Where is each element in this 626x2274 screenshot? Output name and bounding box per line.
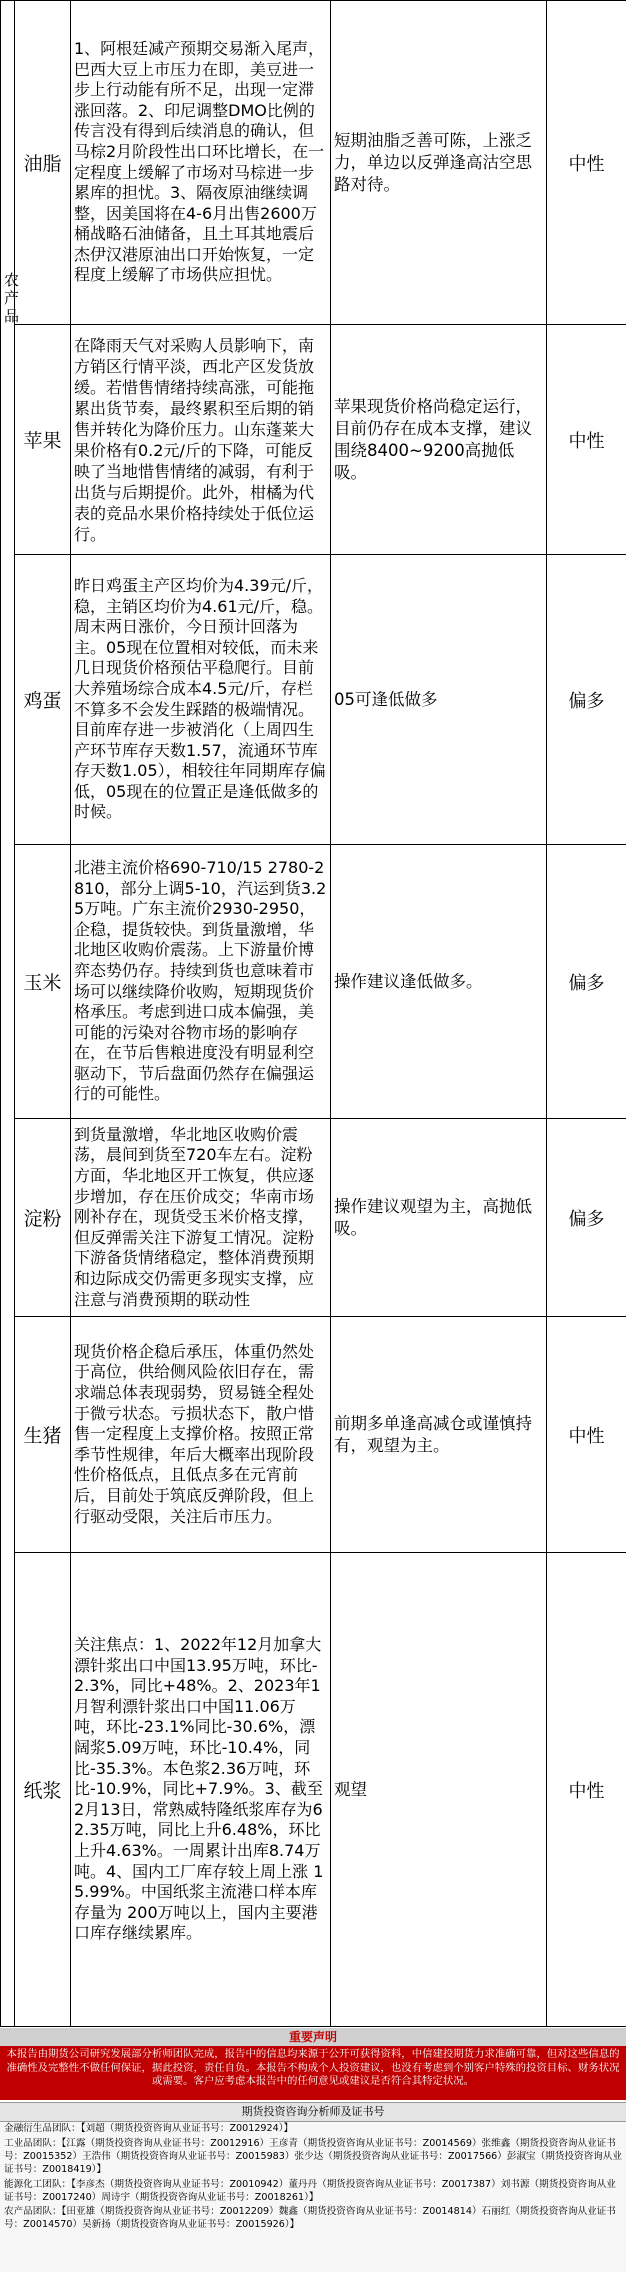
analyst-team-energy: 能源化工团队：【李彦杰（期货投资咨询从业证书号：Z0010942）董丹丹（期货投资咨询从业证书号：Z0017387）刘书源（期货投资咨询从业证书号：Z0017240）周诗宇（期货投资咨询从业证书号：Z0018261）】 bbox=[4, 2178, 616, 2203]
analysis-text: 1、阿根廷减产预期交易渐入尾声，巴西大豆上市压力在即，美豆进一步上行动能有所不足，出现一定滞涨回落。2、印尼调整DMO比例的传言没有得到后续消息的确认，但马棕2月阶段性出口环比增长，在一定程度上缓解了市场对马棕进一步累库的担忧。3、隔夜原油继续调整，因美国将在4-6月出售2600万桶战略石油储备，且土耳其地震后杰伊汉港原油出口开始恢复，一定程度上缓解了市场供应担忧。 bbox=[71, 1, 331, 325]
product-name: 鸡蛋 bbox=[15, 555, 71, 845]
analysis-text: 现货价格企稳后承压，体重仍然处于高位，供给侧风险依旧存在，需求端总体表现弱势，贸易链全程处于微亏状态。亏损状态下，散户惜售一定程度上支撑价格。按照正常季节性规律，年后大概率出现阶段性价格低点，且低点多在元宵前后，目前处于筑底反弹阶段，但上行驱动受限，关注后市压力。 bbox=[71, 1317, 331, 1553]
rating-cell: 中性 bbox=[547, 325, 626, 555]
analyst-section-title: 期货投资咨询分析师及证书号 bbox=[0, 2102, 626, 2122]
strategy-text: 短期油脂乏善可陈，上涨乏力，单边以反弹逢高沽空思路对待。 bbox=[331, 1, 547, 325]
product-name: 苹果 bbox=[15, 325, 71, 555]
strategy-text: 苹果现货价格尚稳定运行，目前仍存在成本支撑，建议围绕8400~9200高抛低吸。 bbox=[331, 325, 547, 555]
product-name: 生猪 bbox=[15, 1317, 71, 1553]
product-name: 淀粉 bbox=[15, 1119, 71, 1317]
table-row bbox=[1, 1, 626, 325]
strategy-text: 操作建议逢低做多。 bbox=[331, 845, 547, 1119]
analyst-team-industrial: 工业品团队：【江露（期货投资咨询从业证书号：Z0012916）王彦青（期货投资咨询从业证书号：Z0014569）张维鑫（期货投资咨询从业证书号：Z0015352）王浩伟（期货投资咨询从业证书号：Z0015983）张少达（期货投资咨询从业证书号：Z0017566）彭淑宝（期货投资咨询从业证书号：Z0018419）】 bbox=[4, 2137, 622, 2175]
strategy-text: 观望 bbox=[331, 1553, 547, 2027]
disclaimer-title: 重要声明 bbox=[0, 2028, 626, 2046]
table-row bbox=[1, 555, 626, 845]
rating-cell: 中性 bbox=[547, 1317, 626, 1553]
table-row bbox=[1, 325, 626, 555]
strategy-text: 05可逢低做多 bbox=[331, 555, 547, 845]
rating-cell: 偏多 bbox=[547, 555, 626, 845]
product-name: 纸浆 bbox=[15, 1553, 71, 2027]
product-name: 玉米 bbox=[15, 845, 71, 1119]
table-row bbox=[1, 1119, 626, 1317]
table-row bbox=[1, 845, 626, 1119]
analysis-text: 到货量激增，华北地区收购价震荡，晨间到货至720车左右。淀粉方面，华北地区开工恢复，供应逐步增加，存在压价成交；华南市场刚补存在，现货受玉米价格支撑，但反弹需关注下游复工情况。淀粉下游备货情绪稳定，整体消费预期和边际成交仍需更多现实支撑，应注意与消费预期的联动性 bbox=[71, 1119, 331, 1317]
analysis-text: 关注焦点：1、2022年12月加拿大漂针浆出口中国13.95万吨，环比-2.3%，同比+48%。2、2023年1月智利漂针浆出口中国11.06万吨，环比-23.1%同比-30.6%，漂阔浆5.09万吨，环比-10.4%，同比-35.3%。本色浆2.36万吨，环比-10.9%，同比+7.9%。3、截至2月13日，常熟威特隆纸浆库存为62.35万吨，同比上升6.48%，环比上升4.63%。一周累计出库8.74万吨。4、国内工厂库存较上周上涨 15.99%。中国纸浆主流港口样本库存量为 200万吨以上，国内主要港口库存继续累库。 bbox=[71, 1553, 331, 2027]
rating-cell: 偏多 bbox=[547, 1119, 626, 1317]
rating-cell: 偏多 bbox=[547, 845, 626, 1119]
analyst-team-agri: 农产品团队：【田亚雄（期货投资咨询从业证书号：Z0012209）魏鑫（期货投资咨询从业证书号：Z0014814）石丽红（期货投资咨询从业证书号：Z0014570）吴新扬（期货投资咨询从业证书号：Z0015926）】 bbox=[4, 2206, 616, 2231]
analysis-text: 在降雨天气对采购人员影响下，南方销区行情平淡，西北产区发货放缓。若惜售情绪持续高涨，可能拖累出货节奏，最终累积至后期的销售并转化为降价压力。山东蓬莱大果价格有0.2元/斤的下降，可能反映了当地惜售情绪的减弱，有利于出货与后期提价。此外，柑橘为代表的竞品水果价格持续处于低位运行。 bbox=[71, 325, 331, 555]
strategy-text: 前期多单逢高减仓或谨慎持有，观望为主。 bbox=[331, 1317, 547, 1553]
disclaimer-text: 本报告由期货公司研究发展部分析师团队完成，报告中的信息均来源于公开可获得资料，中信建投期货力求准确可靠，但对这些信息的准确性及完整性不做任何保证，据此投资，责任自负。本报告不构成个人投资建议，也没有考虑到个别客户特殊的投资目标、财务状况或需要。客户应考虑本报告中的任何意见或建议是否符合其特定状况。 bbox=[0, 2046, 626, 2100]
strategy-text: 操作建议观望为主，高抛低吸。 bbox=[331, 1119, 547, 1317]
category-cell: 农产品 bbox=[1, 1, 15, 2027]
rating-cell: 中性 bbox=[547, 1553, 626, 2027]
table-row bbox=[1, 1317, 626, 1553]
table-row bbox=[1, 1553, 626, 2027]
product-name: 油脂 bbox=[15, 1, 71, 325]
analysis-text: 昨日鸡蛋主产区均价为4.39元/斤，稳，主销区均价为4.61元/斤，稳。周末两日涨价，今日预计回落为主。05现在位置相对较低，而未来几日现货价格预估平稳爬行。目前大养殖场综合成本4.5元/斤，存栏不算多不会发生踩踏的极端情况。目前库存进一步被消化（上周四生产环节库存天数1.57，流通环节库存天数1.05），相较往年同期库存偏低，05现在的位置正是逢低做多的时候。 bbox=[71, 555, 331, 845]
analyst-list bbox=[0, 2122, 626, 2272]
rating-cell: 中性 bbox=[547, 1, 626, 325]
analyst-team-financial: 金融衍生品团队：【刘超（期货投资咨询从业证书号：Z0012924）】 bbox=[4, 2123, 294, 2134]
analysis-text: 北港主流价格690-710/15 2780-2810，部分上调5-10，汽运到货3.25万吨。广东主流价2930-2950，企稳，提货较快。到货量激增，华北地区收购价震荡。上下游量价博弈态势仍存。持续到货也意味着市场可以继续降价收购，短期现货价格承压。考虑到进口成本偏强，美可能的污染对谷物市场的影响存在，在节后售粮进度没有明显利空驱动下，节后盘面仍然存在偏强运行的可能性。 bbox=[71, 845, 331, 1119]
